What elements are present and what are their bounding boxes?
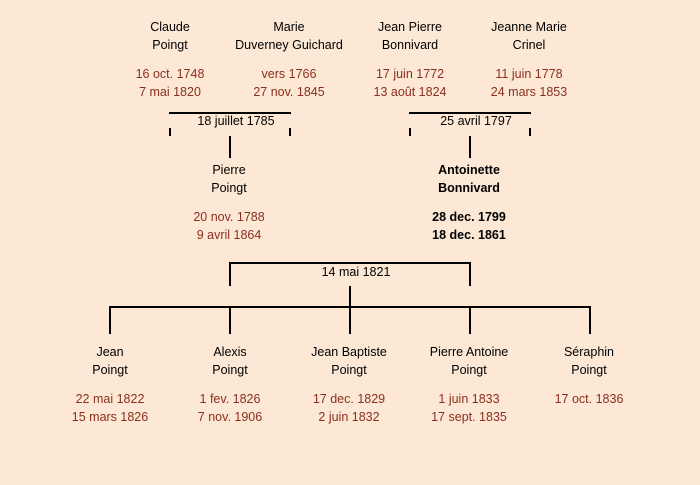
person-name: Jean Pierre Bonnivard <box>378 20 442 53</box>
person-dates: 1 fev. 1826 7 nov. 1906 <box>197 392 263 425</box>
person-jeanne-marie-crinel <box>469 18 589 102</box>
person-pierre-poingt <box>169 161 289 245</box>
connector-line <box>349 306 351 334</box>
connector-line <box>229 262 471 264</box>
person-jean-poingt <box>50 343 170 427</box>
connector-line <box>229 306 231 334</box>
connector-line <box>469 262 471 286</box>
person-jean-baptiste-poingt <box>289 343 409 427</box>
person-name: Claude Poingt <box>150 20 190 53</box>
person-seraphin-poingt <box>529 343 649 408</box>
connector-line <box>589 306 591 334</box>
person-name: Séraphin Poingt <box>563 345 615 378</box>
connector-line <box>469 136 471 158</box>
person-name: Jeanne Marie Crinel <box>491 20 567 53</box>
connector-line <box>229 262 231 286</box>
person-name: Marie Duverney Guichard <box>235 20 343 53</box>
person-dates: 28 dec. 1799 18 dec. 1861 <box>432 210 506 243</box>
person-name: Jean Poingt <box>92 345 128 378</box>
connector-line <box>349 286 351 308</box>
connector-line <box>469 306 471 334</box>
person-dates: 1 juin 1833 17 sept. 1835 <box>431 392 507 425</box>
person-dates: 16 oct. 1748 7 mai 1820 <box>135 67 205 100</box>
person-jean-pierre-bonnivard <box>350 18 470 102</box>
person-name: Pierre Poingt <box>211 163 247 196</box>
connector-line <box>229 136 231 158</box>
person-alexis-poingt <box>170 343 290 427</box>
person-dates: vers 1766 27 nov. 1845 <box>253 67 325 100</box>
person-pierre-antoine-poingt <box>409 343 529 427</box>
person-dates: 22 mai 1822 15 mars 1826 <box>71 392 149 425</box>
person-name: Alexis Poingt <box>212 345 248 378</box>
person-name: Antoinette Bonnivard <box>438 163 500 196</box>
person-dates: 11 juin 1778 24 mars 1853 <box>490 67 568 100</box>
marriage-date-bonnivard-crinel: 25 avril 1797 <box>408 114 544 128</box>
person-name: Jean Baptiste Poingt <box>311 345 387 378</box>
person-name: Pierre Antoine Poingt <box>429 345 509 378</box>
person-dates: 20 nov. 1788 9 avril 1864 <box>193 210 265 243</box>
person-antoinette-bonnivard <box>409 161 529 245</box>
person-dates: 17 oct. 1836 <box>554 392 624 407</box>
connector-line <box>109 306 111 334</box>
person-marie-duverney-guichard <box>229 18 349 102</box>
person-dates: 17 juin 1772 13 août 1824 <box>373 67 447 100</box>
marriage-date-poingt-duverney: 18 juillet 1785 <box>168 114 304 128</box>
person-claude-poingt <box>110 18 230 102</box>
marriage-date-poingt-bonnivard: 14 mai 1821 <box>288 265 424 279</box>
person-dates: 17 dec. 1829 2 juin 1832 <box>312 392 386 425</box>
